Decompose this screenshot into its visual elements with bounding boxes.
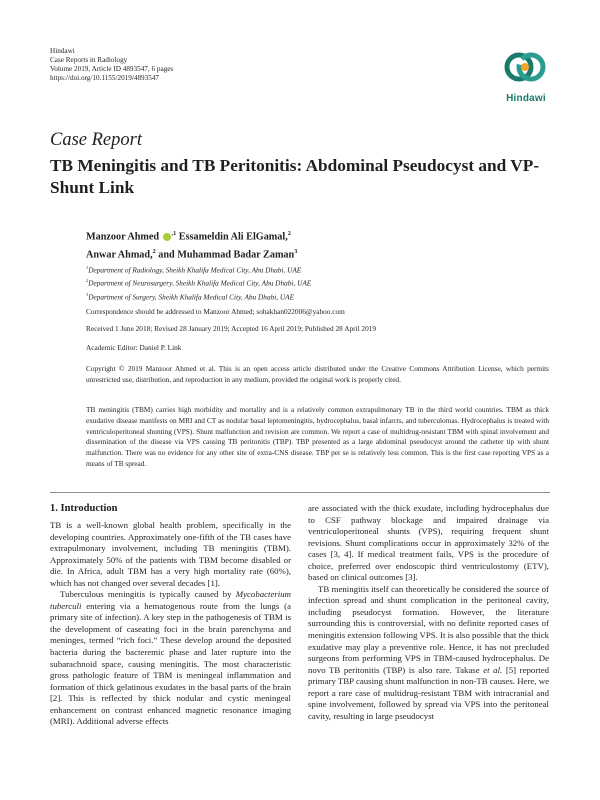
paragraph: Tuberculous meningitis is typically caused by Mycobacterium tuberculi entering via a hematogenous route from the lungs (a primary site of infection). A key step in the pathogenesis of TBM is the development of caseating foci in the brain parenchyma and meninges, termed “rich foci.” These develop around the deposited bacteria during the bacteremic phase and later rupture into the subarachnoid space, causing meningitis. The most characteristic gross pathologic feature of TBM is meningeal inflammation and formation of thick gelatinous exudates in the basal parts of the brain [2]. This is reflected by thick nodular and cystic meningeal enhancement on contrast enhanced magnetic resonance imaging (MRI). Additional adverse effects xyxy=(50,589,291,727)
academic-editor: Academic Editor: Daniel P. Link xyxy=(86,343,182,352)
affiliations xyxy=(86,262,311,302)
author-name[interactable]: Anwar Ahmad, xyxy=(86,249,153,261)
hindawi-logo-text: Hindawi xyxy=(506,93,546,104)
copyright-notice: Copyright © 2019 Manzoor Ahmed et al. This is an open access article distributed under the Creative Commons Attribution License, which permits unrestricted use, distribution, and reproduction in any medium, provided the original work is properly cited. xyxy=(86,364,549,384)
article-title: TB Meningitis and TB Peritonitis: Abdominal Pseudocyst and VP-Shunt Link xyxy=(50,156,540,197)
publisher-name: Hindawi xyxy=(50,47,75,55)
author-name[interactable]: and Muhammad Badar Zaman xyxy=(158,249,295,261)
author-name[interactable]: Manzoor Ahmed xyxy=(86,231,160,243)
author-affil-ref: ,1 xyxy=(171,231,177,237)
body-column-left xyxy=(50,520,291,728)
publication-dates: Received 1 June 2018; Revised 28 January 2019; Accepted 16 April 2019; Published 28 April 2019 xyxy=(86,324,377,333)
divider xyxy=(50,492,550,493)
affiliation-item: $^2$Department of Neurosurgery, Sheikh Khalifa Medical City, Abu Dhabi, UAE xyxy=(86,278,312,288)
affiliation-item: $^3$Department of Surgery, Sheikh Khalifa Medical City, Abu Dhabi, UAE xyxy=(86,291,295,302)
author-name[interactable]: Essameldin Ali ElGamal, xyxy=(178,231,288,243)
doi-link[interactable]: https://doi.org/10.1155/2019/4893547 xyxy=(50,74,160,83)
body-column-right xyxy=(308,503,549,722)
orcid-icon[interactable] xyxy=(163,233,171,241)
paragraph: TB meningitis itself can theoretically be considered the source of infection spread and shunt complication in the peritoneal cavity, including pseudocyst formation. However, the literature surrounding this is controversial, with no definite reported cases of meningitis extension following VPS. It is also possible that the thick exudative may play a preventive role. Hence, it has not precluded surgeons from performing VPS in TBM-caused hydrocephalus. De novo TB peritonitis (TBP) is also rare. Takase et al. [5] reported primary TBP causing shunt malfunction in non-TB causes. Here, we report a rare case of multidrug-resistant TBM with intracranial and spine involvement, followed by spread via VPS into the peritoneal cavity, resulting in large pseudocyst xyxy=(308,583,550,721)
paragraph: are associated with the thick exudate, including hydrocephalus due to CSF pathway blockage and impaired drainage via ventriculoperitoneal shunts (VPS), requiring frequent shunt revisions. Shunt complications occur in approximately 32% of the cases [3, 4]. If medical treatment fails, VPS is the procedure of choice, preferred over endoscopic third ventriculostomy (ETV), based on clinical outcomes [3]. xyxy=(308,503,549,583)
article-type: Case Report xyxy=(50,130,142,150)
abstract: TB meningitis (TBM) carries high morbidity and mortality and is a relatively common extrapulmonary TB in the third world countries. TBM as thick exudative disease manifests on MRI and CT as nodular basal leptomeningitis, hydrocephalus, basal infarcts, and tuberculomas. Hydrocephalus is treated with ventriculoperitoneal shunting (VPS). Shunt malfunction and revision are common. We report a case of multidrug-resistant TBM with spinal involvement and dissemination of the disease via VPS causing TB peritonitis (TBP). TBP presented as a large abdominal pseudocyst around the catheter tip with shunt malfunction. There was no evidence for any other site of extra-CNS disease. TBP per se is relatively less common. This is the first case reporting VPS as a means of TB spread. xyxy=(86,405,549,468)
journal-meta xyxy=(50,47,173,83)
author-affil-ref: 2 xyxy=(152,248,156,255)
author-affil-ref: 2 xyxy=(287,231,291,237)
volume-info: Volume 2019, Article ID 4893547, 6 pages xyxy=(50,65,174,74)
journal-name: Case Reports in Radiology xyxy=(50,56,128,65)
affiliation-item: $^1$Department of Radiology, Sheikh Khalifa Medical City, Abu Dhabi, UAE xyxy=(86,265,302,275)
author-affil-ref: 3 xyxy=(294,248,298,255)
correspondence: Correspondence should be addressed to Manzoor Ahmed; sohakhan022006@yahoo.com xyxy=(86,307,345,316)
section-heading: 1. Introduction xyxy=(50,503,118,514)
paragraph: TB is a well-known global health problem, specifically in the developing countries. Approximately one-fifth of the TB cases have extrapulmonary involvement, including TB meningitis (TBM). Approximately 50% of the patients with TBM become disabled or die. In Africa, adult TBM has a very high mortality rate (60%), which has not changed over several decades [1]. xyxy=(50,520,291,588)
author-list xyxy=(86,227,546,263)
